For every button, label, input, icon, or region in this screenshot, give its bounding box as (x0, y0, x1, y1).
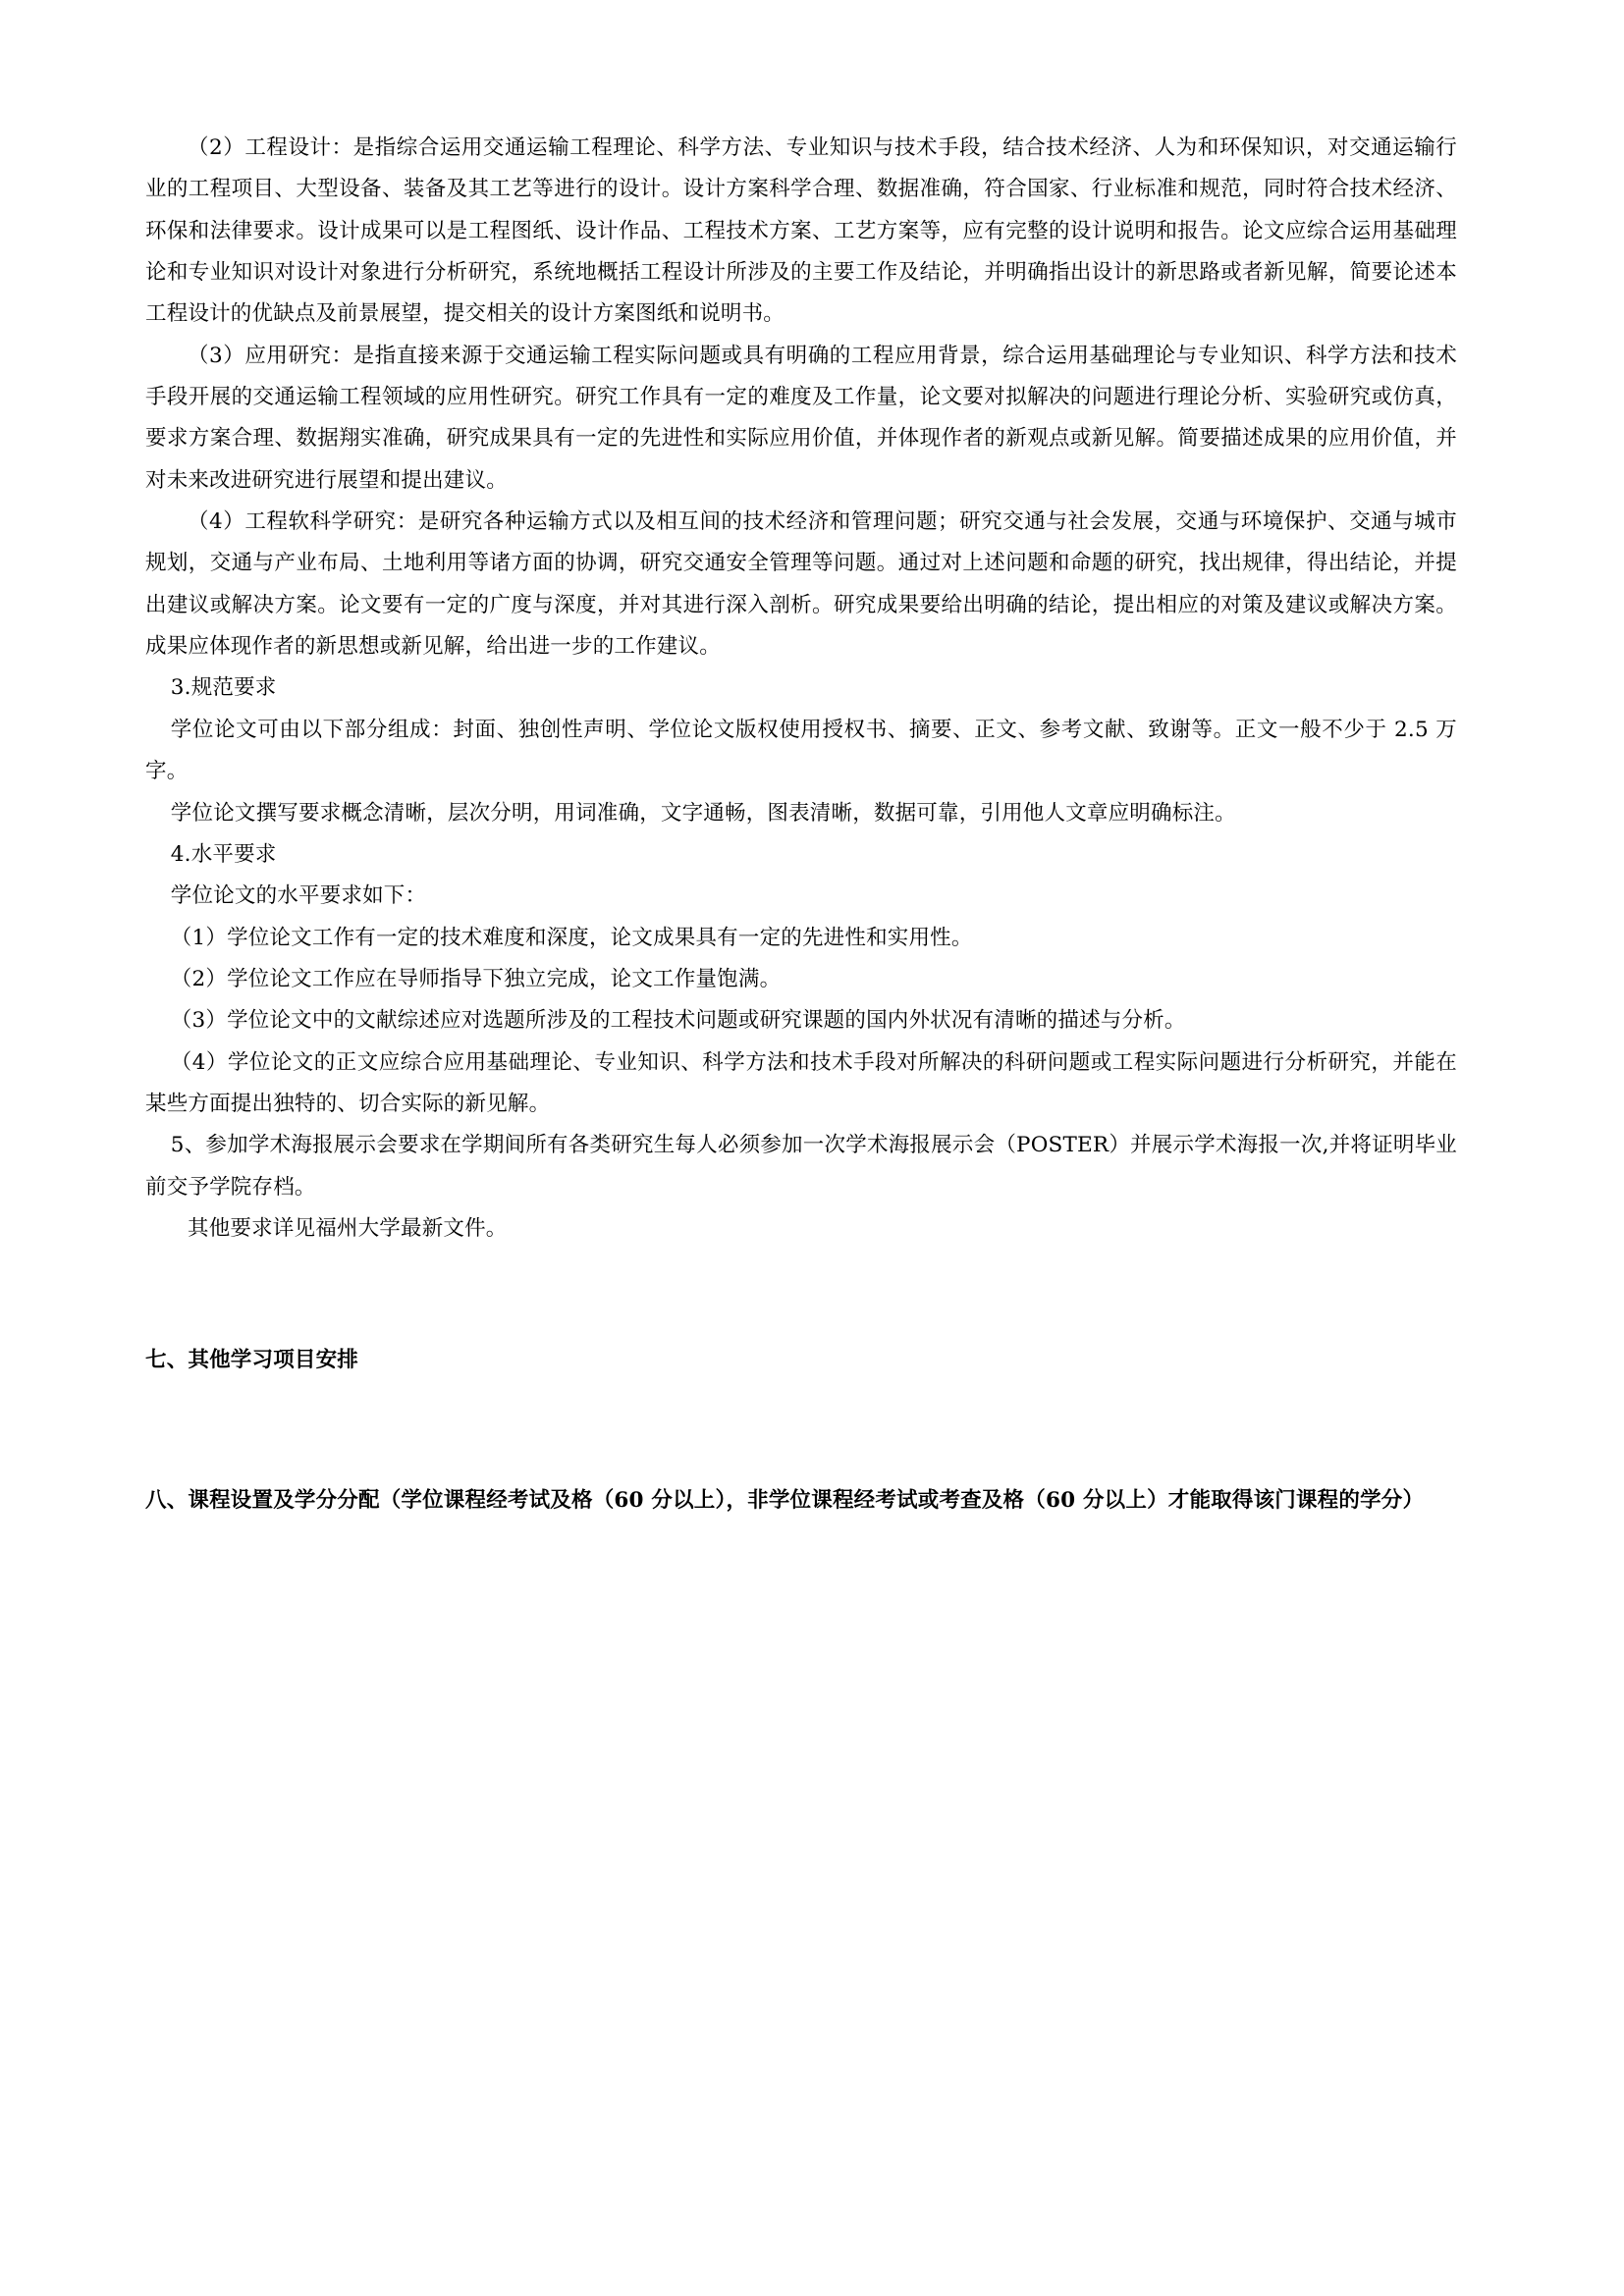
paragraph-soft-science: （4）工程软科学研究：是研究各种运输方式以及相互间的技术经济和管理问题；研究交通与社会发展，交通与环境保护、交通与城市规划，交通与产业布局、土地利用等诸方面的协调，研究交通安全管理等问题。通过对上述问题和命题的研究，找出规律，得出结论，并提出建议或解决方案。论文要有一定的广度与深度，并对其进行深入剖析。研究成果要给出明确的结论，提出相应的对策及建议或解决方案。成果应体现作者的新思想或新见解，给出进一步的工作建议。 (145, 509, 1457, 660)
paragraph-level-requirement-title: 4.水平要求 (170, 841, 277, 867)
paragraph-other-requirement: 其他要求详见福州大学最新文件。 (188, 1215, 508, 1241)
spacer-before-heading-seven (145, 1250, 1457, 1340)
heading-seven-other-study-arrangements: 七、其他学习项目安排 (145, 1348, 359, 1373)
spacer-before-heading-eight (145, 1382, 1457, 1480)
paragraph-poster-requirement: 5、参加学术海报展示会要求在学期间所有各类研究生每人必须参加一次学术海报展示会（POSTER）并展示学术海报一次,并将证明毕业前交予学院存档。 (145, 1133, 1457, 1200)
paragraph-level-requirement-intro: 学位论文的水平要求如下： (170, 883, 427, 909)
paragraph-level-item-1: （1）学位论文工作有一定的技术难度和深度，论文成果具有一定的先进性和实用性。 (170, 925, 973, 950)
paragraph-level-item-2: （2）学位论文工作应在导师指导下独立完成，论文工作量饱满。 (170, 966, 782, 991)
paragraph-level-item-4: （4）学位论文的正文应综合应用基础理论、专业知识、科学方法和技术手段对所解决的科研问题或工程实际问题进行分析研究，并能在某些方面提出独特的、切合实际的新见解。 (145, 1049, 1457, 1116)
paragraph-level-item-3: （3）学位论文中的文献综述应对选题所涉及的工程技术问题或研究课题的国内外状况有清晰的描述与分析。 (170, 1008, 1186, 1034)
paragraph-norm-requirement-title: 3.规范要求 (170, 675, 277, 701)
paragraph-writing-requirement: 学位论文撰写要求概念清晰，层次分明，用词准确，文字通畅，图表清晰，数据可靠，引用他人文章应明确标注。 (170, 800, 1236, 826)
document-body (145, 128, 1457, 1250)
heading-eight-curriculum-and-credits: 八、课程设置及学分分配（学位课程经考试及格（60 分以上），非学位课程经考试或考查及格（60 分以上）才能取得该门课程的学分） (145, 1487, 1425, 1513)
paragraph-applied-research: （3）应用研究：是指直接来源于交通运输工程实际问题或具有明确的工程应用背景，综合运用基础理论与专业知识、科学方法和技术手段开展的交通运输工程领域的应用性研究。研究工作具有一定的难度及工作量，论文要对拟解决的问题进行理论分析、实验研究或仿真，要求方案合理、数据翔实准确，研究成果具有一定的先进性和实际应用价值，并体现作者的新观点或新见解。简要描述成果的应用价值，并对未来改进研究进行展望和提出建议。 (145, 343, 1457, 493)
paragraph-engineering-design: （2）工程设计：是指综合运用交通运输工程理论、科学方法、专业知识与技术手段，结合技术经济、人为和环保知识，对交通运输行业的工程项目、大型设备、装备及其工艺等进行的设计。设计方案科学合理、数据准确，符合国家、行业标准和规范，同时符合技术经济、环保和法律要求。设计成果可以是工程图纸、设计作品、工程技术方案、工艺方案等，应有完整的设计说明和报告。论文应综合运用基础理论和专业知识对设计对象进行分析研究，系统地概括工程设计所涉及的主要工作及结论，并明确指出设计的新思路或者新见解，简要论述本工程设计的优缺点及前景展望，提交相关的设计方案图纸和说明书。 (145, 135, 1457, 327)
paragraph-norm-requirement-body: 学位论文可由以下部分组成：封面、独创性声明、学位论文版权使用授权书、摘要、正文、参考文献、致谢等。正文一般不少于 2.5 万字。 (145, 717, 1457, 784)
